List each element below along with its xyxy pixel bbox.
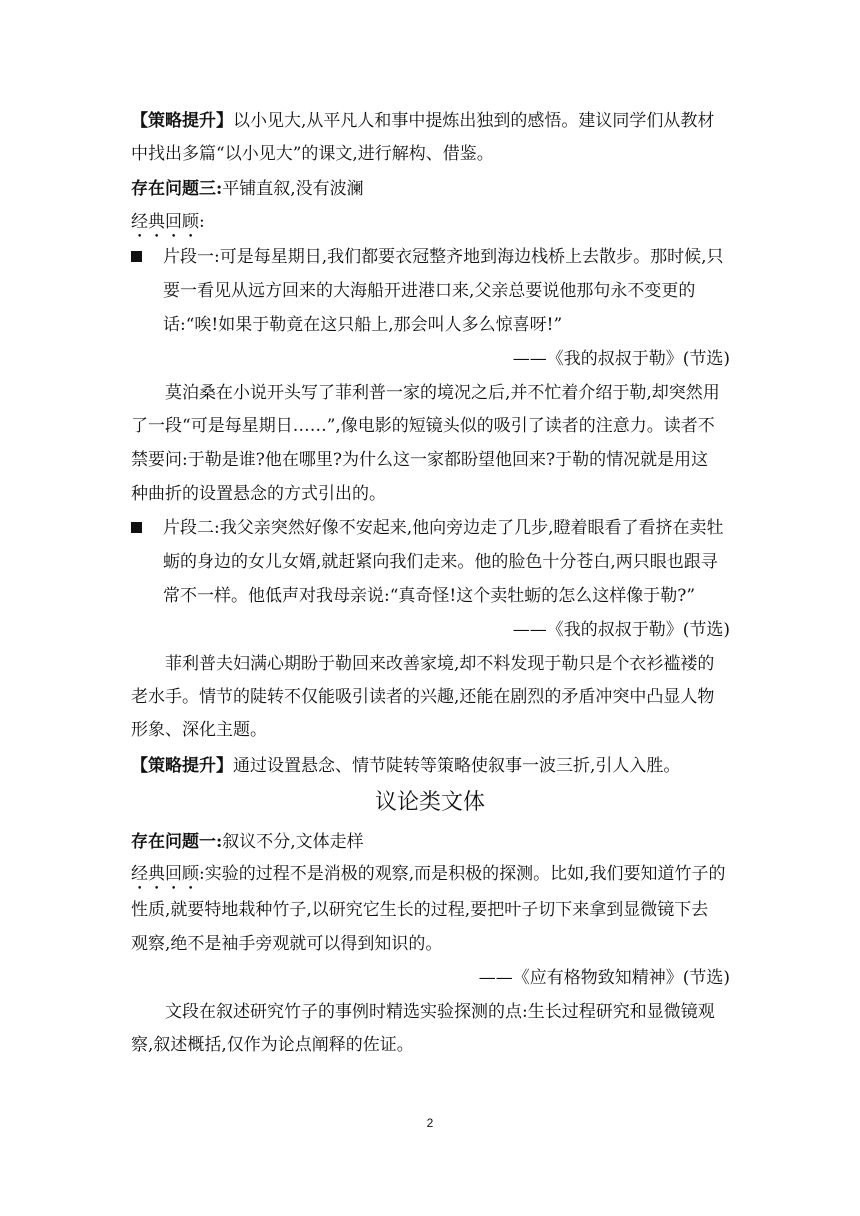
- analysis-one-line-2: 了一段“可是每星期日……”,像电影的短镜头似的吸引了读者的注意力。读者不: [131, 416, 715, 436]
- analysis-three-line-1: 文段在叙述研究竹子的事例时精选实验探测的点:生长过程研究和显微镜观: [165, 1002, 715, 1022]
- classic-review-two-emphasis: 经典回顾:: [131, 864, 205, 884]
- analysis-two-line-2: 老水手。情节的陡转不仅能吸引读者的兴趣,还能在剧烈的矛盾冲突中凸显人物: [131, 687, 715, 707]
- classic-review-two-text: 实验的过程不是消极的观察,而是积极的探测。比如,我们要知道竹子的: [204, 864, 726, 884]
- excerpt-two-line-2: 蛎的身边的女儿女婿,就赶紧向我们走来。他的脸色十分苍白,两只眼也跟寻: [163, 552, 718, 572]
- analysis-two-line-3: 形象、深化主题。: [131, 720, 267, 740]
- excerpt-two-source: ——《我的叔叔于勒》(节选): [512, 620, 730, 640]
- classic-review-two-line-2: 性质,就要特地栽种竹子,以研究它生长的过程,要把叶子切下来拿到显微镜下去: [131, 900, 709, 920]
- review-two-source: ——《应有格物致知精神》(节选): [478, 968, 730, 988]
- bullet-square-icon: [131, 522, 142, 533]
- excerpt-two-line-3: 常不一样。他低声对我母亲说:“真奇怪!这个卖牡蛎的怎么这样像于勒?”: [163, 586, 696, 606]
- classic-review-two-line-3: 观察,绝不是袖手旁观就可以得到知识的。: [131, 934, 443, 954]
- section-heading: 议论类文体: [374, 790, 485, 815]
- analysis-one-line-1: 莫泊桑在小说开头写了菲利普一家的境况之后,并不忙着介绍于勒,却突然用: [165, 383, 720, 403]
- problem-one-label: 存在问题一:: [131, 832, 223, 852]
- strategy-tip-two-text: 通过设置悬念、情节陡转等策略使叙事一波三折,引人入胜。: [233, 756, 681, 776]
- strategy-tip-text: 以小见大,从平凡人和事中提炼出独到的感悟。建议同学们从教材: [233, 111, 715, 131]
- excerpt-two-line-1: 片段二:我父亲突然好像不安起来,他向旁边走了几步,瞪着眼看了看挤在卖牡: [163, 518, 724, 538]
- excerpt-one-line-2: 要一看见从远方回来的大海船开进港口来,父亲总要说他那句永不变更的: [163, 281, 696, 301]
- excerpt-one-line-1: 片段一:可是每星期日,我们都要衣冠整齐地到海边栈桥上去散步。那时候,只: [163, 247, 724, 267]
- problem-three: [131, 179, 731, 199]
- bullet-square-icon: [131, 251, 142, 262]
- classic-review-two-line-1: [131, 864, 731, 894]
- problem-three-label: 存在问题三:: [131, 179, 223, 199]
- strategy-tip-two: [131, 756, 731, 776]
- excerpt-one-source: ——《我的叔叔于勒》(节选): [512, 349, 730, 369]
- strategy-tip-two-label: 【策略提升】: [131, 756, 233, 776]
- analysis-two-line-1: 菲利普夫妇满心期盼于勒回来改善家境,却不料发现于勒只是个衣衫褴褛的: [165, 654, 715, 674]
- problem-one: [131, 832, 731, 852]
- problem-three-text: 平铺直叙,没有波澜: [222, 179, 364, 199]
- problem-one-text: 叙议不分,文体走样: [222, 832, 364, 852]
- classic-review-label: [131, 212, 731, 242]
- classic-review-emphasis: 经典回顾:: [131, 212, 205, 232]
- excerpt-one-line-3: 话:“唉!如果于勒竟在这只船上,那会叫人多么惊喜呀!”: [163, 315, 563, 335]
- strategy-tip-line-1: [131, 111, 731, 131]
- analysis-one-line-4: 种曲折的设置悬念的方式引出的。: [131, 484, 386, 504]
- analysis-three-line-2: 察,叙述概括,仅作为论点阐释的佐证。: [131, 1035, 414, 1055]
- page-number: 2: [426, 1116, 434, 1130]
- analysis-one-line-3: 禁要问:于勒是谁?他在哪里?为什么这一家都盼望他回来?于勒的情况就是用这: [131, 450, 709, 470]
- strategy-tip-line-2: 中找出多篇“以小见大”的课文,进行解构、借鉴。: [131, 144, 494, 164]
- strategy-tip-label: 【策略提升】: [131, 111, 233, 131]
